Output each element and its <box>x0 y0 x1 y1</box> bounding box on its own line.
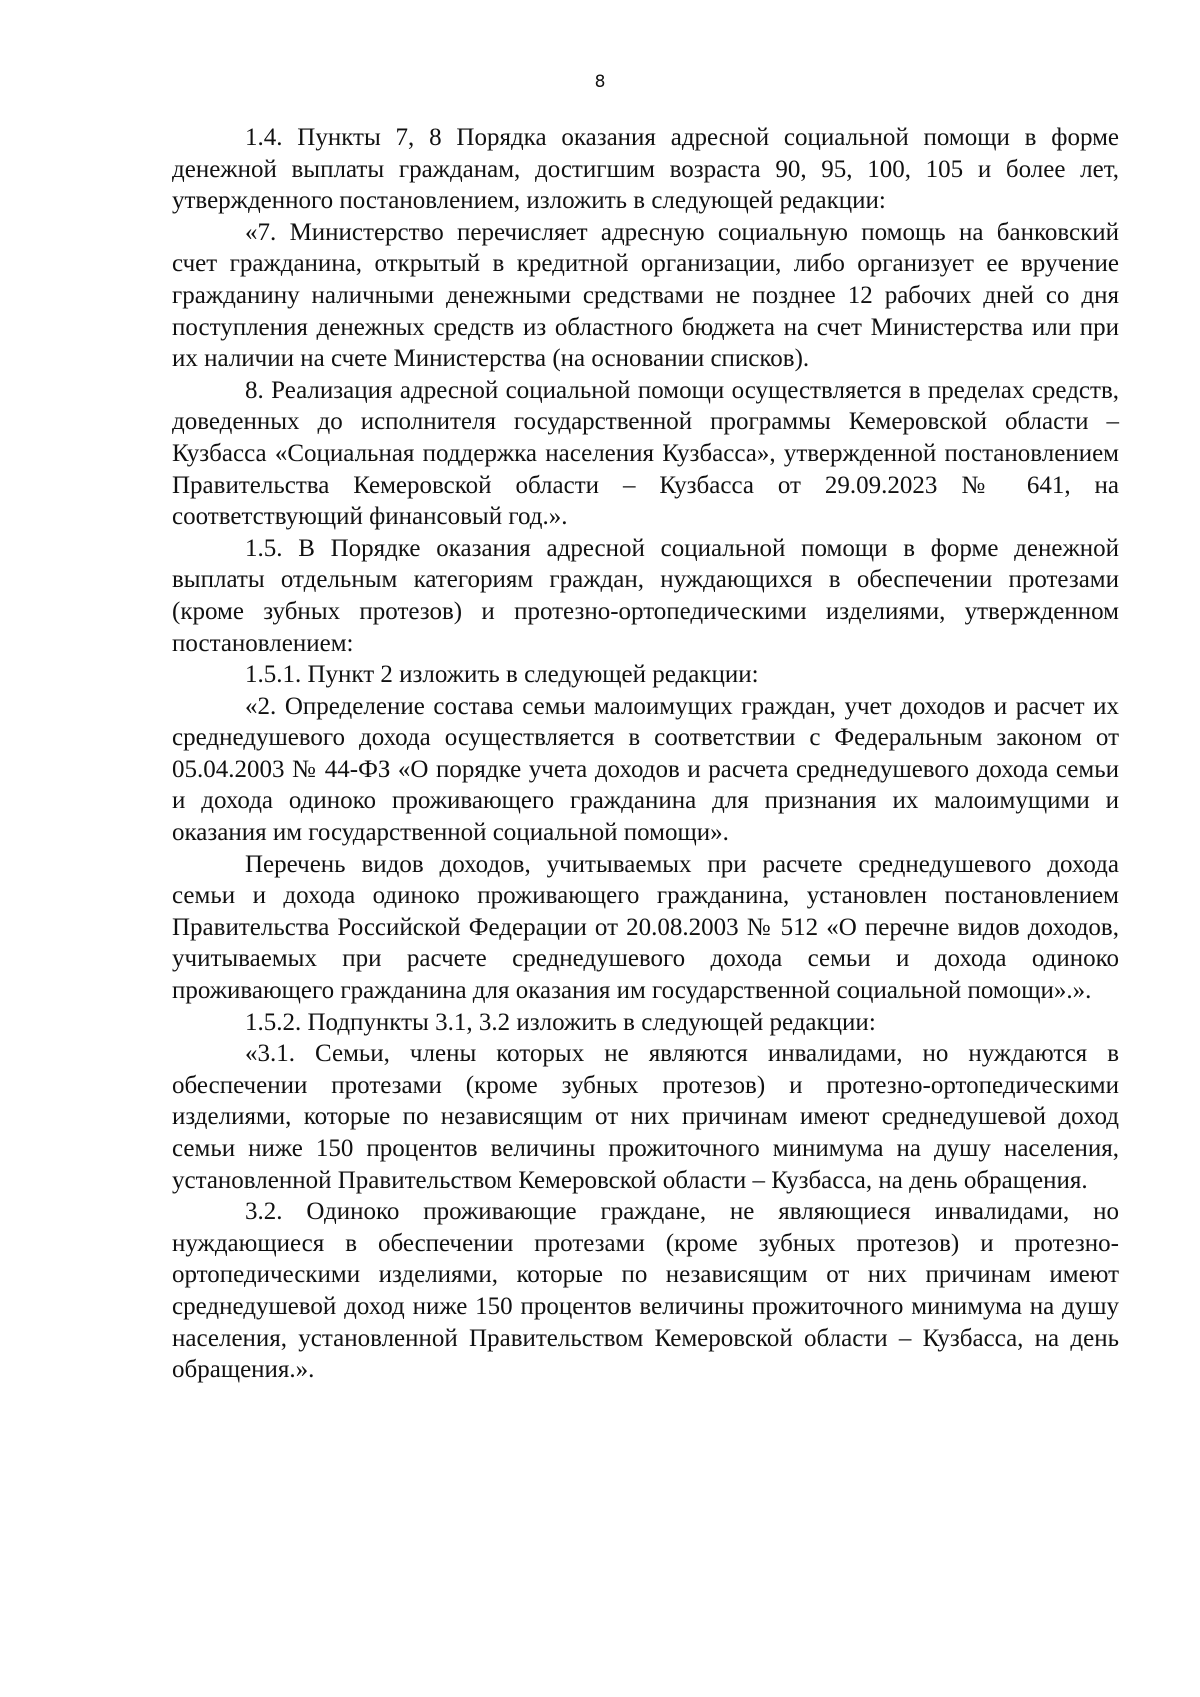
paragraph-1-5-1: 1.5.1. Пункт 2 изложить в следующей редакции: <box>245 661 759 689</box>
paragraph-1-5: 1.5. В Порядке оказания адресной социальной помощи в форме денежной выплаты отдельным категориям граждан, нуждающихся в обеспечении протезами (кроме зубных протезов) и протезно-ортопедическими изделиями, утвержденном постановлением: <box>172 534 1119 657</box>
paragraph-point-7: «7. Министерство перечисляет адресную социальную помощь на банковский счет гражданина, открытый в кредитной организации, либо организует ее вручение гражданину наличными денежными средствами не позднее 12 рабочих дней со дня поступления денежных средств из областного бюджета на счет Министерства или при их наличии на счете Министерства (на основании списков). <box>172 218 1119 373</box>
paragraph-point-3-1: «3.1. Семьи, члены которых не являются инвалидами, но нуждаются в обеспечении протезами (кроме зубных протезов) и протезно-ортопедическими изделиями, которые по независящим от них причинам имеют среднедушевой доход семьи ниже 150 процентов величины прожиточного минимума на душу населения, установленной Правительством Кемеровской области – Кузбасса, на день обращения. <box>172 1040 1119 1194</box>
paragraph-point-2: «2. Определение состава семьи малоимущих граждан, учет доходов и расчет их среднедушевого дохода осуществляется в соответствии с Федеральным законом от 05.04.2003 № 44-ФЗ «О порядке учета доходов и расчета среднедушевого дохода семьи и дохода одиноко проживающего гражданина для признания их малоимущими и оказания им государственной социальной помощи». <box>172 692 1119 847</box>
paragraph-income-list: Перечень видов доходов, учитываемых при расчете среднедушевого дохода семьи и дохода одиноко проживающего гражданина, установлен постановлением Правительства Российской Федерации от 20.08.2003 № 512 «О перечне видов доходов, учитываемых при расчете среднедушевого дохода семьи и дохода одиноко проживающего гражданина для оказания им государственной социальной помощи».». <box>172 850 1119 1005</box>
paragraph-1-4: 1.4. Пункты 7, 8 Порядка оказания адресной социальной помощи в форме денежной выплаты гражданам, достигшим возраста 90, 95, 100, 105 и более лет, утвержденного постановлением, изложить в следующей редакции: <box>172 124 1119 215</box>
page-number: 8 <box>594 72 606 92</box>
paragraph-1-5-2: 1.5.2. Подпункты 3.1, 3.2 изложить в следующей редакции: <box>245 1008 876 1036</box>
document-body <box>172 122 1119 1386</box>
paragraph-point-8: 8. Реализация адресной социальной помощи осуществляется в пределах средств, доведенных до исполнителя государственной программы Кемеровской области – Кузбасса «Социальная поддержка населения Кузбасса», утвержденной постановлением Правительства Кемеровской области – Кузбасса от 29.09.2023 № 641, на соответствующий финансовый год.». <box>172 376 1119 531</box>
paragraph-point-3-2: 3.2. Одиноко проживающие граждане, не являющиеся инвалидами, но нуждающиеся в обеспечении протезами (кроме зубных протезов) и протезно-ортопедическими изделиями, которые по независящим от них причинам имеют среднедушевой доход ниже 150 процентов величины прожиточного минимума на душу населения, установленной Правительством Кемеровской области – Кузбасса, на день обращения.». <box>172 1198 1119 1384</box>
